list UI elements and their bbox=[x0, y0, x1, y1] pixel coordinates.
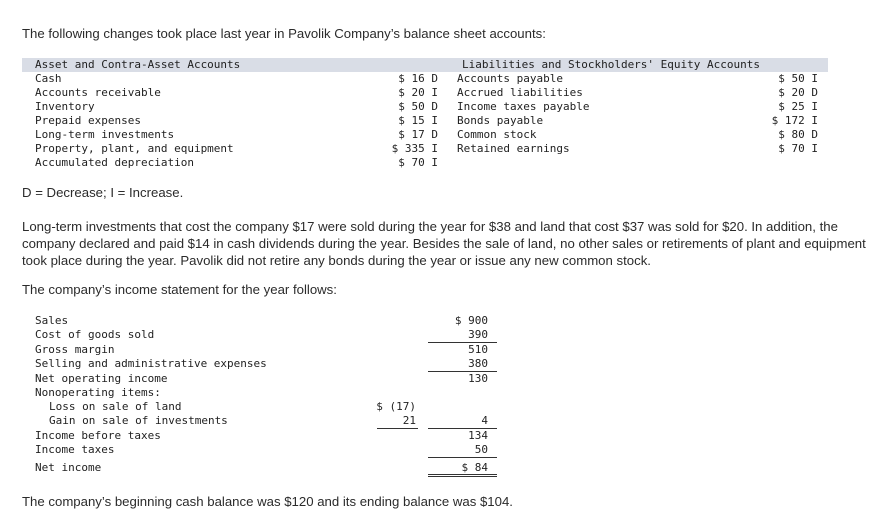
income-row-label: Sales bbox=[35, 314, 69, 327]
income-row-subtotal bbox=[360, 461, 416, 475]
income-row-subtotal bbox=[360, 343, 416, 357]
asset-change: $ 17 D bbox=[398, 128, 438, 141]
income-row-label: Net income bbox=[35, 461, 102, 474]
income-row-amount bbox=[430, 400, 488, 414]
asset-change: $ 70 I bbox=[398, 156, 438, 169]
income-row-subtotal bbox=[360, 328, 416, 342]
income-row-amount: 510 bbox=[468, 343, 488, 356]
income-row-label: Nonoperating items: bbox=[35, 386, 161, 399]
income-row-amount: 134 bbox=[468, 429, 488, 442]
liability-name: Retained earnings bbox=[457, 142, 570, 155]
underline-cogs bbox=[428, 342, 497, 343]
income-row-subtotal bbox=[360, 443, 416, 457]
income-row-subtotal bbox=[360, 372, 416, 386]
asset-name: Property, plant, and equipment bbox=[35, 142, 234, 155]
closing-text: The company’s beginning cash balance was $120 and its ending balance was $104. bbox=[22, 494, 513, 509]
asset-name: Inventory bbox=[35, 100, 95, 113]
asset-name: Cash bbox=[35, 72, 62, 85]
asset-change: $ 20 I bbox=[398, 86, 438, 99]
underline-sga bbox=[428, 371, 497, 372]
income-row-subtotal bbox=[360, 429, 416, 443]
asset-name: Long-term investments bbox=[35, 128, 175, 141]
income-row-subtotal bbox=[360, 314, 416, 328]
income-row-amount: 130 bbox=[468, 372, 488, 385]
liability-change: $ 20 D bbox=[778, 86, 818, 99]
legend-text: D = Decrease; I = Increase. bbox=[22, 185, 184, 200]
income-row-label: Loss on sale of land bbox=[49, 400, 182, 413]
underline-nonop bbox=[428, 428, 497, 429]
income-row-label: Income taxes bbox=[35, 443, 115, 456]
liabilities-header: Liabilities and Stockholders' Equity Accounts bbox=[462, 58, 761, 71]
liability-name: Bonds payable bbox=[457, 114, 544, 127]
income-row-amount: 380 bbox=[468, 357, 488, 370]
double-underline-net-income-2 bbox=[428, 476, 497, 477]
income-row-label: Net operating income bbox=[35, 372, 168, 385]
income-row-subtotal bbox=[360, 386, 416, 400]
income-row-amount bbox=[430, 386, 488, 400]
asset-change: $ 15 I bbox=[398, 114, 438, 127]
underline-taxes bbox=[428, 457, 497, 458]
income-row-subtotal: 21 bbox=[402, 414, 416, 427]
income-intro-text: The company’s income statement for the year follows: bbox=[22, 282, 337, 297]
liability-change: $ 172 I bbox=[771, 114, 818, 127]
income-row-subtotal bbox=[360, 357, 416, 371]
income-row-amount: 4 bbox=[481, 414, 488, 427]
underline-gain bbox=[377, 428, 418, 429]
liability-name: Accounts payable bbox=[457, 72, 563, 85]
income-row-amount: 390 bbox=[468, 328, 488, 341]
income-row-label: Income before taxes bbox=[35, 429, 161, 442]
intro-text: The following changes took place last year in Pavolik Company’s balance sheet accounts: bbox=[22, 26, 546, 41]
income-row-label: Gross margin bbox=[35, 343, 115, 356]
asset-change: $ 50 D bbox=[398, 100, 438, 113]
asset-change: $ 335 I bbox=[391, 142, 438, 155]
asset-header: Asset and Contra-Asset Accounts bbox=[35, 58, 241, 71]
asset-name: Accounts receivable bbox=[35, 86, 161, 99]
liability-change: $ 50 I bbox=[778, 72, 818, 85]
liability-name: Income taxes payable bbox=[457, 100, 590, 113]
double-underline-net-income-1 bbox=[428, 474, 497, 475]
asset-change: $ 16 D bbox=[398, 72, 438, 85]
income-row-label: Gain on sale of investments bbox=[49, 414, 228, 427]
income-row-label: Selling and administrative expenses bbox=[35, 357, 267, 370]
liability-change: $ 70 I bbox=[778, 142, 818, 155]
asset-name: Prepaid expenses bbox=[35, 114, 141, 127]
income-row-subtotal: $ (17) bbox=[376, 400, 416, 413]
income-row-amount: $ 84 bbox=[461, 461, 488, 474]
income-row-amount: 50 bbox=[474, 443, 488, 456]
income-row-amount: $ 900 bbox=[454, 314, 488, 327]
liability-name: Common stock bbox=[457, 128, 537, 141]
description-paragraph: Long-term investments that cost the company $17 were sold during the year for $38 and land that cost $37 was sold for $20. In addition, the company declared and paid $14 in cash dividends during the year. Besides the sale of land, no other sales or retirements of plant and equipment took place during the year. Pavolik did not retire any bonds during the year or issue any new common stock. bbox=[22, 219, 866, 268]
asset-name: Accumulated depreciation bbox=[35, 156, 194, 169]
liability-change: $ 25 I bbox=[778, 100, 818, 113]
liability-change: $ 80 D bbox=[778, 128, 818, 141]
income-row-label: Cost of goods sold bbox=[35, 328, 155, 341]
liability-name: Accrued liabilities bbox=[457, 86, 583, 99]
